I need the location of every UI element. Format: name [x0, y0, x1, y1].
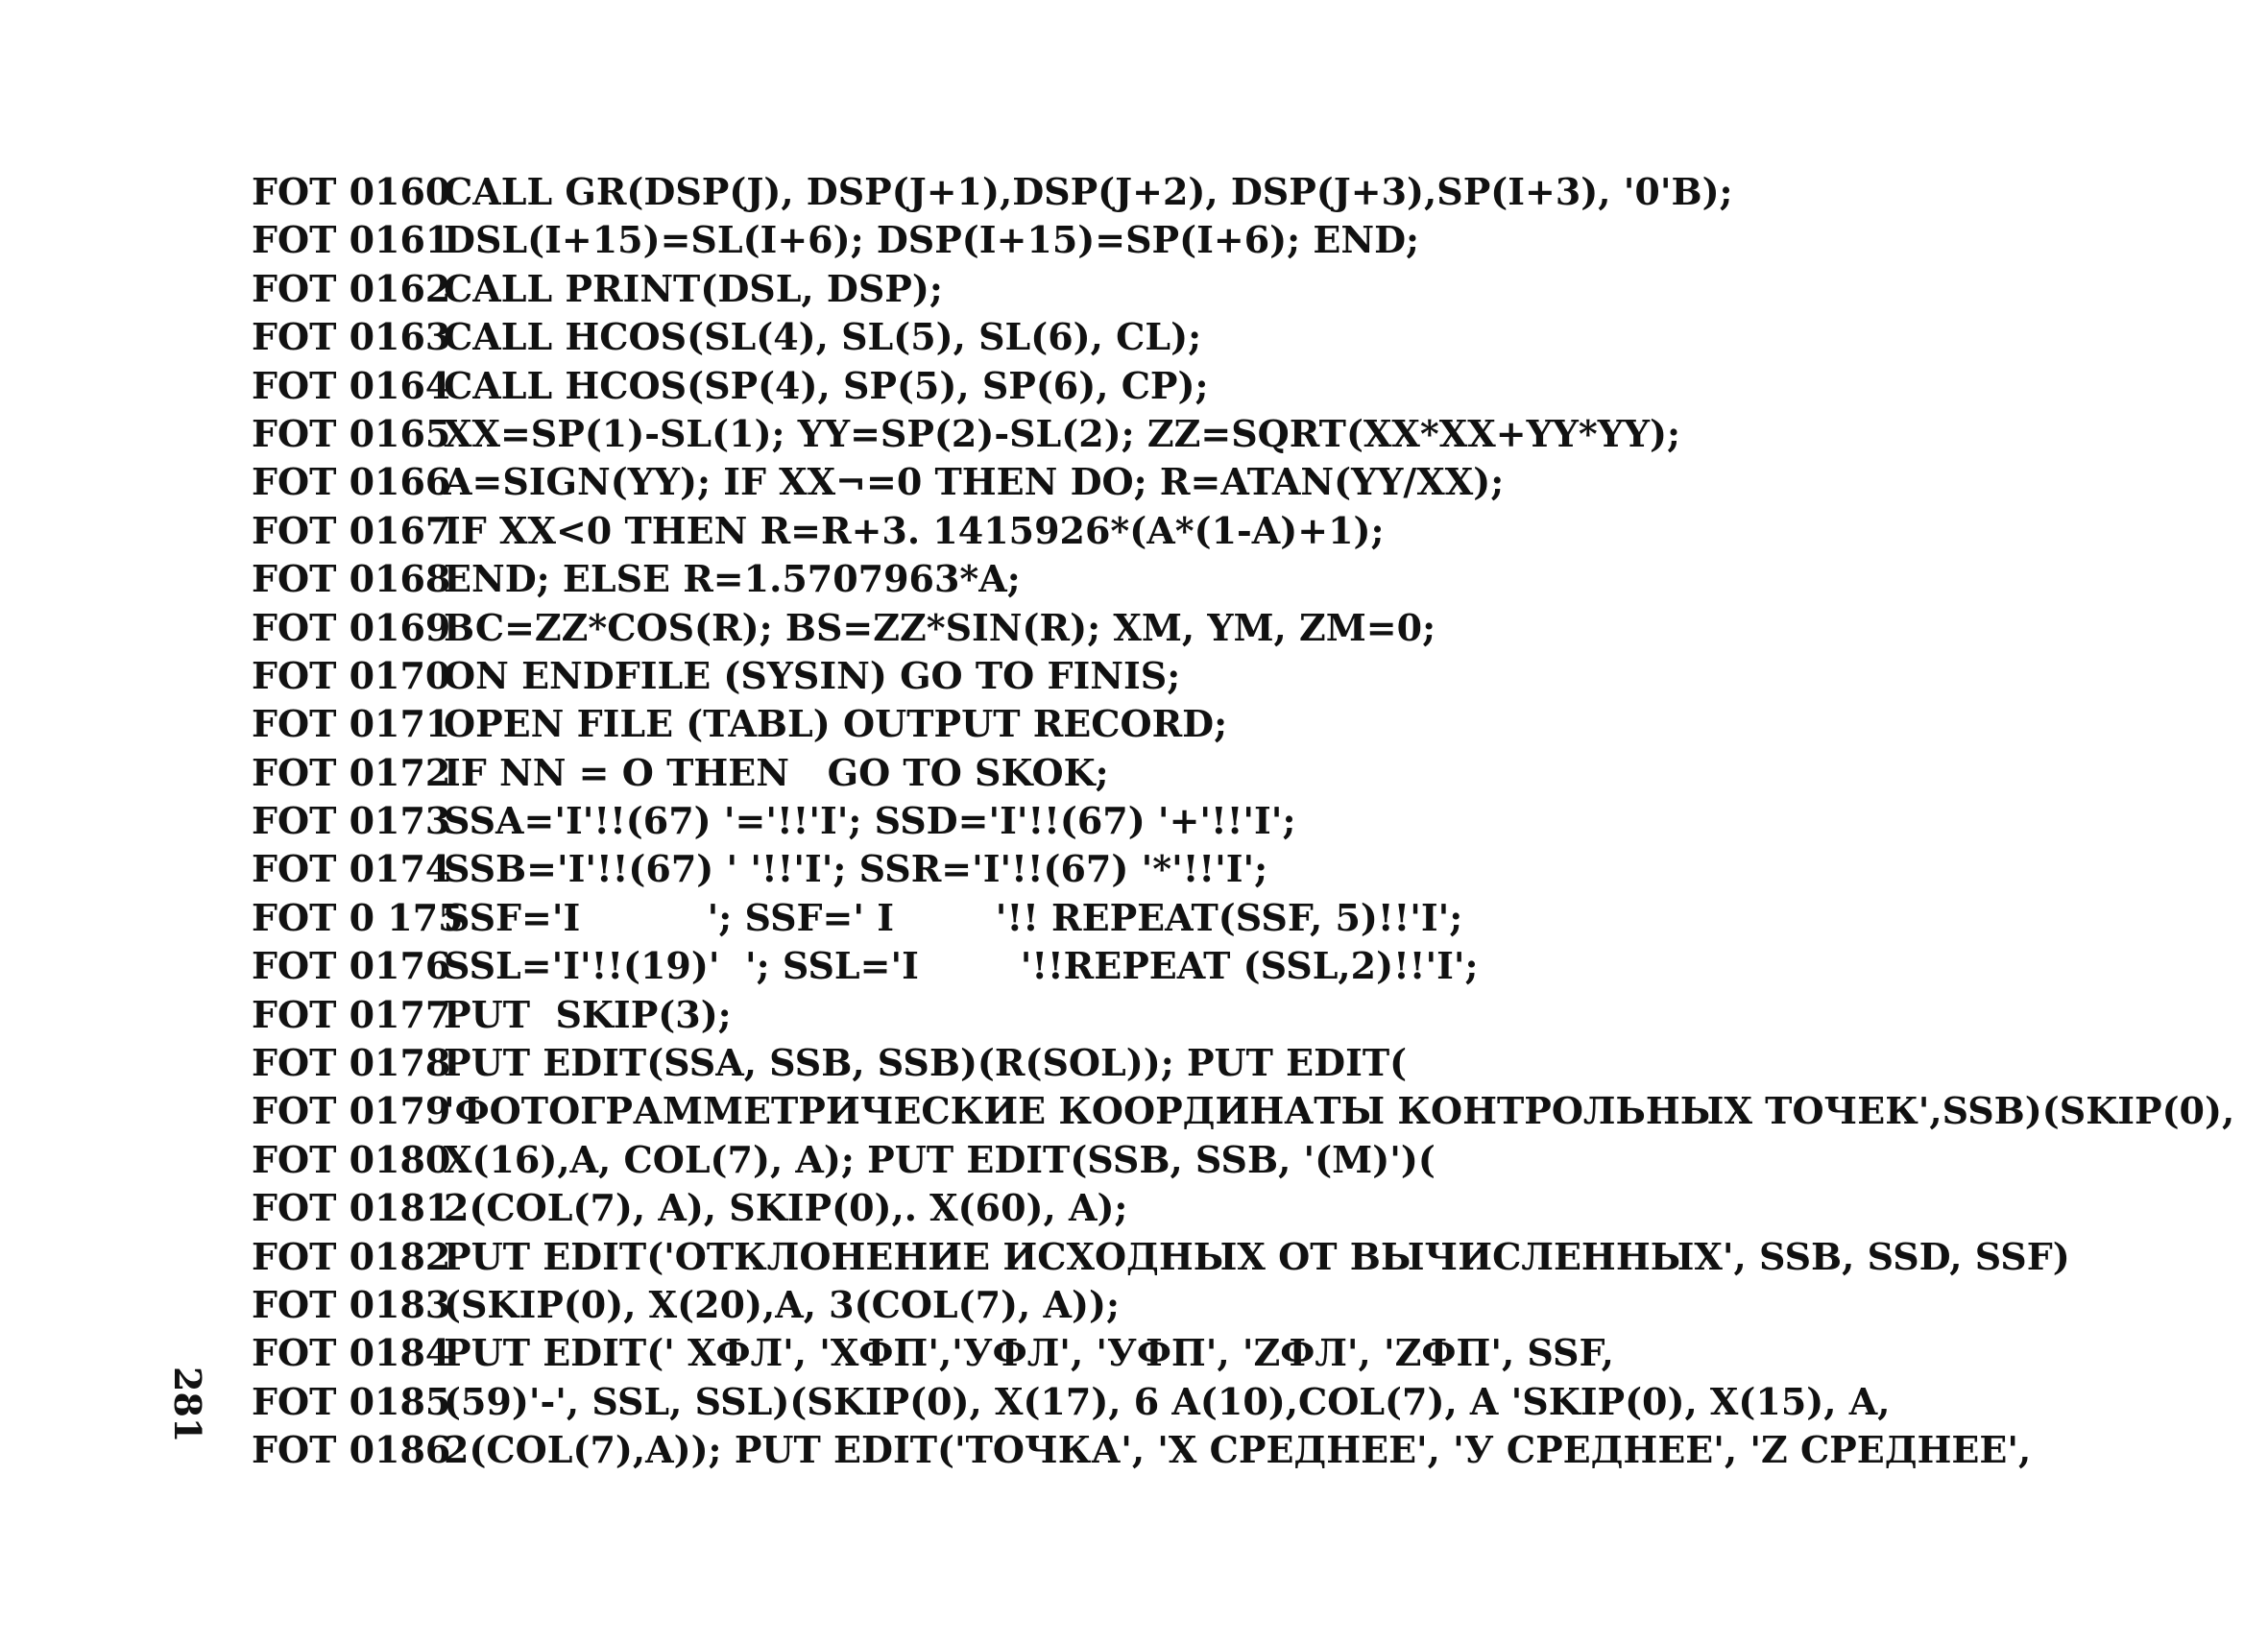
- line-code: ON ENDFILE (SYSIN) GO TO FINIS;: [444, 653, 1181, 697]
- code-line: [252, 168, 2230, 216]
- code-line: [252, 1329, 2230, 1377]
- line-label: FOT 0171: [252, 702, 451, 746]
- line-label: FOT 0170: [252, 653, 451, 697]
- line-label: FOT 0178: [252, 1041, 451, 1085]
- line-code: CALL HCOS(SP(4), SP(5), SP(6), CP);: [444, 363, 1209, 407]
- code-line: [252, 410, 2230, 458]
- line-code: 2(COL(7), A), SKIP(0),. X(60), A);: [444, 1186, 1128, 1230]
- code-line: [252, 749, 2230, 797]
- line-code: 2(COL(7),A)); PUT EDIT('ТОЧКА', 'X СРЕДНЕЕ', 'У СРЕДНЕЕ', 'Z СРЕДНЕЕ',: [444, 1428, 2032, 1472]
- line-code: IF NN = O THEN GO TO SKOK;: [444, 750, 1109, 794]
- code-line: [252, 1184, 2230, 1232]
- code-line: [252, 845, 2230, 893]
- code-line: [252, 700, 2230, 748]
- line-code: XX=SP(1)-SL(1); YY=SP(2)-SL(2); ZZ=SQRT(XX*XX+YY*YY);: [444, 411, 1680, 455]
- line-label: FOT 0174: [252, 847, 451, 891]
- line-label: FOT 0185: [252, 1379, 451, 1423]
- line-code: PUT SKIP(3);: [444, 992, 732, 1036]
- line-code: OPEN FILE (TABL) OUTPUT RECORD;: [444, 702, 1228, 746]
- code-line: [252, 265, 2230, 313]
- code-line: [252, 1426, 2230, 1474]
- line-label: FOT 0167: [252, 508, 451, 552]
- code-line: [252, 555, 2230, 603]
- line-code: END; ELSE R=1.5707963*A;: [444, 557, 1021, 601]
- code-line: [252, 507, 2230, 555]
- code-line: [252, 991, 2230, 1039]
- line-label: FOT 0181: [252, 1186, 451, 1230]
- line-label: FOT 0168: [252, 557, 451, 601]
- line-code: X(16),A, COL(7), A); PUT EDIT(SSB, SSB, '(M)')(: [444, 1137, 1436, 1181]
- line-label: FOT 0186: [252, 1428, 451, 1472]
- line-code: PUT EDIT(' ХФЛ', 'ХФП','УФЛ', 'УФП', 'ZФЛ', 'ZФП', SSF,: [444, 1331, 1614, 1375]
- line-label: FOT 0176: [252, 944, 451, 988]
- line-code: CALL GR(DSP(J), DSP(J+1),DSP(J+2), DSP(J+3),SP(I+3), '0'B);: [444, 170, 1733, 213]
- code-line: [252, 1136, 2230, 1184]
- line-code: BC=ZZ*COS(R); BS=ZZ*SIN(R); XM, YM, ZM=0;: [444, 605, 1436, 649]
- line-code: CALL PRINT(DSL, DSP);: [444, 266, 943, 310]
- code-line: [252, 362, 2230, 410]
- code-line: [252, 216, 2230, 264]
- line-code: CALL HCOS(SL(4), SL(5), SL(6), CL);: [444, 315, 1202, 359]
- line-label: FOT 0182: [252, 1234, 451, 1278]
- line-label: FOT 0162: [252, 266, 451, 310]
- line-label: FOT 0183: [252, 1282, 451, 1326]
- line-code: IF XX<0 THEN R=R+3. 1415926*(A*(1-A)+1);: [444, 508, 1385, 552]
- code-line: [252, 313, 2230, 361]
- line-code: SSA='I'!!(67) '='!!'I'; SSD='I'!!(67) '+'!!'I';: [444, 799, 1296, 843]
- line-label: FOT 0184: [252, 1331, 451, 1375]
- code-line: [252, 797, 2230, 845]
- line-code: SSB='I'!!(67) ' '!!'I'; SSR='I'!!(67) '*'!!'I';: [444, 847, 1268, 891]
- line-label: FOT 0166: [252, 460, 451, 504]
- line-code: SSL='I'!!(19)' '; SSL='I '!!REPEAT (SSL,2)!!'I';: [444, 944, 1479, 988]
- line-label: FOT 0164: [252, 363, 451, 407]
- line-label: FOT 0177: [252, 992, 451, 1036]
- code-line: [252, 894, 2230, 942]
- code-line: [252, 1087, 2235, 1135]
- line-code: DSL(I+15)=SL(I+6); DSP(I+15)=SP(I+6); END;: [444, 218, 1420, 262]
- code-line: [252, 652, 2230, 700]
- line-label: FOT 0173: [252, 799, 451, 843]
- line-label: FOT 0180: [252, 1137, 451, 1181]
- line-label: FOT 0179: [252, 1089, 451, 1133]
- line-label: FOT 0169: [252, 605, 451, 649]
- line-code: SSF='I '; SSF=' I '!! REPEAT(SSF, 5)!!'I';: [444, 895, 1463, 939]
- line-code: PUT EDIT(SSA, SSB, SSB)(R(SOL)); PUT EDIT(: [444, 1041, 1408, 1085]
- code-line: [252, 604, 2230, 652]
- code-line: [252, 1281, 2230, 1329]
- code-line: [252, 942, 2230, 990]
- line-label: FOT 0163: [252, 315, 451, 359]
- line-code: (59)'-', SSL, SSL)(SKIP(0), X(17), 6 A(10),COL(7), A 'SKIP(0), X(15), A,: [444, 1379, 1891, 1423]
- line-code: (SKIP(0), X(20),A, 3(COL(7), A));: [444, 1282, 1120, 1326]
- line-label: FOT 0172: [252, 750, 451, 794]
- code-listing: [252, 168, 2235, 1475]
- line-code: 'ФОТОГРАММЕТРИЧЕСКИЕ КООРДИНАТЫ КОНТРОЛЬНЫХ ТОЧЕК',SSB)(SKIP(0),: [444, 1089, 2235, 1133]
- line-label: FOT 0165: [252, 411, 451, 455]
- code-line: [252, 1378, 2230, 1426]
- code-line: [252, 1233, 2230, 1281]
- line-label: FOT 0 175: [252, 895, 464, 939]
- code-line: [252, 458, 2230, 506]
- line-code: A=SIGN(YY); IF XX¬=0 THEN DO; R=ATAN(YY/XX);: [444, 460, 1505, 504]
- line-code: PUT EDIT('ОТКЛОНЕНИЕ ИСХОДНЫХ ОТ ВЫЧИСЛЕННЫХ', SSB, SSD, SSF): [444, 1234, 2070, 1278]
- code-line: [252, 1039, 2230, 1087]
- page-number: 281: [166, 1367, 209, 1443]
- line-label: FOT 0160: [252, 170, 451, 213]
- line-label: FOT 0161: [252, 218, 451, 262]
